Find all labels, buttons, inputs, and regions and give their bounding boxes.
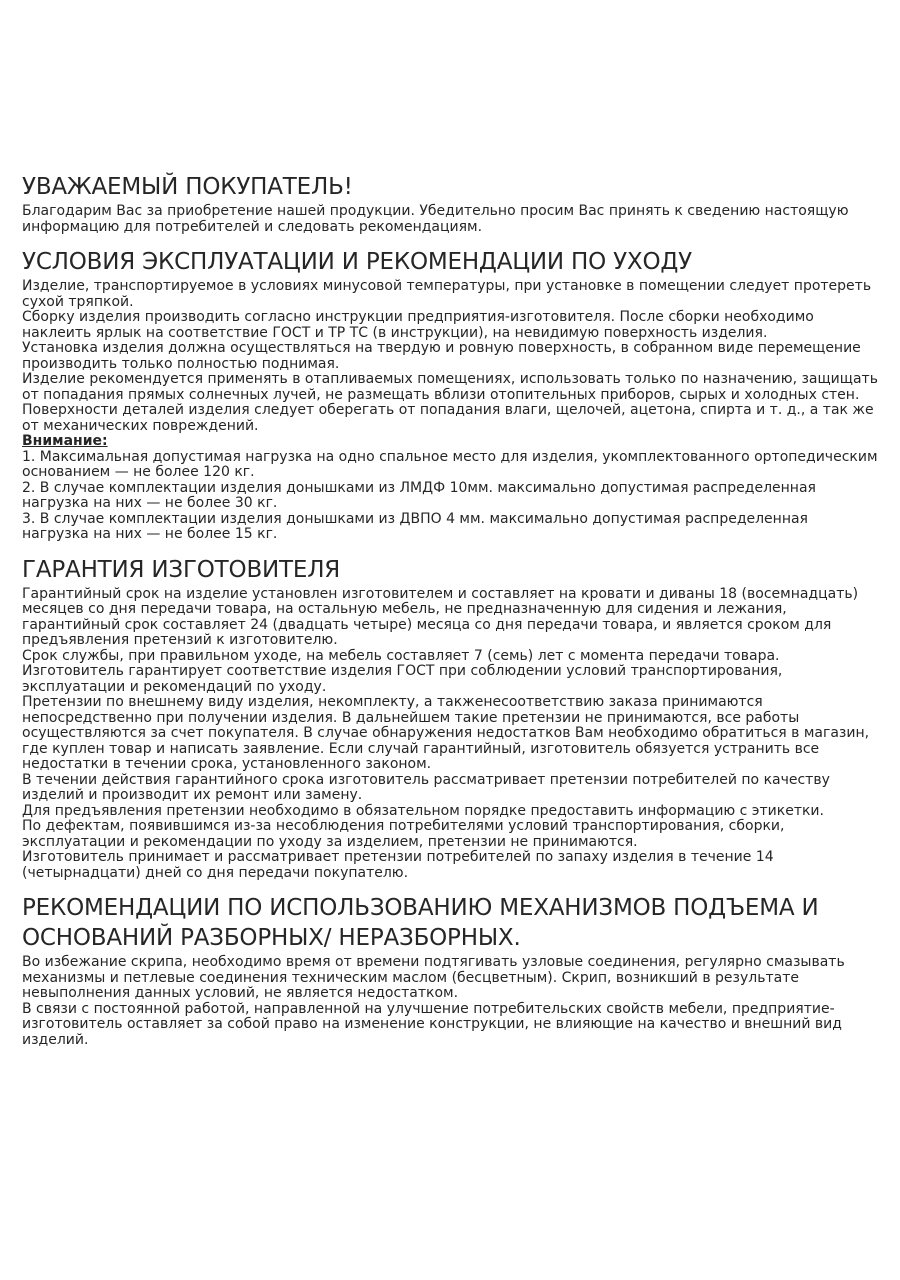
- paragraph: Претензии по внешнему виду изделия, некомплекту, а такженесоответствию заказа принимаются непосредственно при получении изделия. В дальнейшем такие претензии не принимаются, все работы осуществляются за счет покупателя. В случае обнаружения недостатков Вам необходимо обратиться в магазин, где куплен товар и написать заявление. Если случай гарантийный, изготовитель обязуется устранить все недостатки в течении срока, установленного законом.: [22, 694, 870, 772]
- section-manufacturer-warranty: [22, 555, 878, 882]
- paragraph: По дефектам, появившимся из-за несоблюдения потребителями условий транспортирования, сборки, эксплуатации и рекомендации по уходу за изделием, претензии не принимаются.: [22, 818, 785, 850]
- section-mechanisms-recommendations: [22, 893, 878, 1048]
- paragraph: Гарантийный срок на изделие установлен изготовителем и составляет на кровати и диваны 18 (восемнадцать) месяцев со дня передачи товара, на остальную мебель, не предназначенную для сидения и лежания, гарантийный срок составляет 24 (двадцать четыре) месяца со дня передачи товара, и является сроком для предъявления претензий к изготовителю.: [22, 585, 859, 648]
- paragraph: Во избежание скрипа, необходимо время от времени подтягивать узловые соединения, регулярно смазывать механизмы и петлевые соединения техническим маслом (бесцветным). Скрип, возникший в результате невыполнения данных условий, не является недостатком.: [22, 954, 845, 1001]
- attention-label: Внимание:: [22, 433, 108, 449]
- paragraph: Изготовитель принимает и рассматривает претензии потребителей по запаху изделия в течение 14 (четырнадцати) дней со дня передачи покупателю.: [22, 849, 774, 881]
- paragraph: Изделие рекомендуется применять в отапливаемых помещениях, использовать только по назначению, защищать от попадания прямых солнечных лучей, не размещать вблизи отопительных приборов, сырых и холодных стен.: [22, 371, 878, 403]
- paragraph: Срок службы, при правильном уходе, на мебель составляет 7 (семь) лет с момента передачи товара.: [22, 647, 780, 664]
- manufacturer-warranty-heading: ГАРАНТИЯ ИЗГОТОВИТЕЛЯ: [22, 556, 341, 583]
- paragraph: Установка изделия должна осуществляться на твердую и ровную поверхность, в собранном виде перемещение производить только полностью поднимая.: [22, 340, 861, 372]
- section-usage-conditions: [22, 247, 878, 543]
- paragraph: Поверхности деталей изделия следует оберегать от попадания влаги, щелочей, ацетона, спирта и т. д., а так же от механических повреждений.: [22, 402, 874, 434]
- attention-item: 2. В случае комплектации изделия донышками из ЛМДФ 10мм. максимально допустимая распределенная нагрузка на них — не более 30 кг.: [22, 479, 816, 511]
- paragraph: В связи с постоянной работой, направленной на улучшение потребительских свойств мебели, предприятие-изготовитель оставляет за собой право на изменение конструкции, не влияющие на качество и внешний вид изделий.: [22, 1000, 842, 1048]
- paragraph: В течении действия гарантийного срока изготовитель рассматривает претензии потребителей по качеству изделий и производит их ремонт или замену.: [22, 771, 830, 803]
- paragraph: Изделие, транспортируемое в условиях минусовой температуры, при установке в помещении следует протереть сухой тряпкой.: [22, 278, 872, 310]
- paragraph: Для предъявления претензии необходимо в обязательном порядке предоставить информацию с этикетки.: [22, 802, 824, 819]
- paragraph: Изготовитель гарантирует соответствие изделия ГОСТ при соблюдении условий транспортирования, эксплуатации и рекомендаций по уходу.: [22, 663, 783, 695]
- section-greeting: [22, 172, 878, 235]
- attention-item: 1. Максимальная допустимая нагрузка на одно спальное место для изделия, укомплектованного ортопедическим основанием — не более 120 кг.: [22, 448, 878, 480]
- paragraph: Сборку изделия производить согласно инструкции предприятия-изготовителя. После сборки необходимо наклеить ярлык на соответствие ГОСТ и ТР ТС (в инструкции), на невидимую поверхность изделия.: [22, 309, 814, 341]
- paragraph: Благодарим Вас за приобретение нашей продукции. Убедительно просим Вас принять к сведению настоящую информацию для потребителей и следовать рекомендациям.: [22, 203, 849, 235]
- mechanisms-recommendations-heading: РЕКОМЕНДАЦИИ ПО ИСПОЛЬЗОВАНИЮ МЕХАНИЗМОВ ПОДЪЕМА И ОСНОВАНИЙ РАЗБОРНЫХ/ НЕРАЗБОРНЫХ.: [22, 895, 819, 951]
- attention-item: 3. В случае комплектации изделия донышками из ДВПО 4 мм. максимально допустимая распределенная нагрузка на них — не более 15 кг.: [22, 510, 808, 542]
- greeting-heading: УВАЖАЕМЫЙ ПОКУПАТЕЛЬ!: [22, 174, 353, 200]
- usage-conditions-heading: УСЛОВИЯ ЭКСПЛУАТАЦИИ И РЕКОМЕНДАЦИИ ПО УХОДУ: [22, 249, 692, 275]
